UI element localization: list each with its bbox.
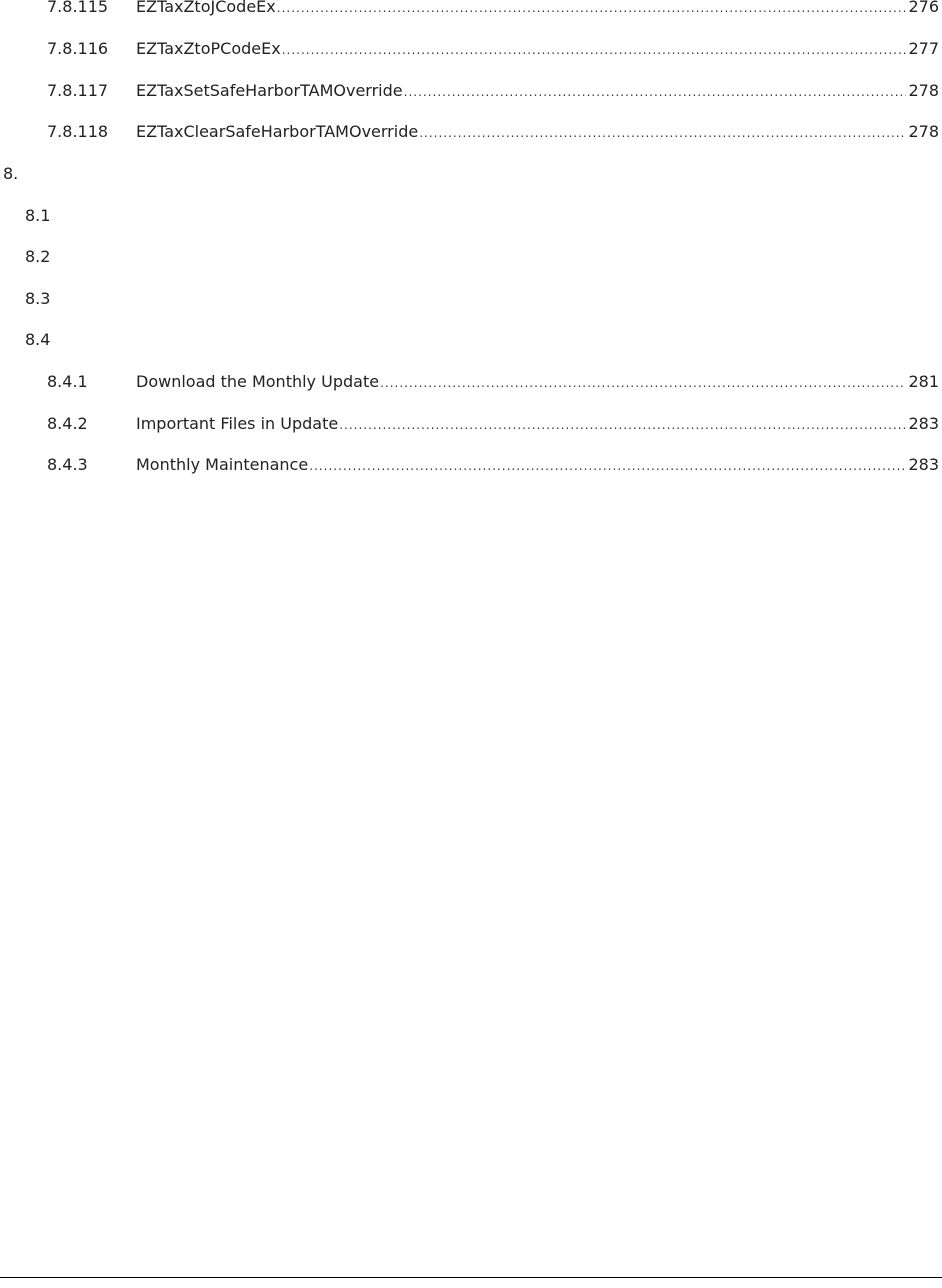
toc-section-8-2[interactable] — [0, 245, 939, 269]
toc-entry-number: 8.4.2 — [47, 414, 88, 433]
toc-section-number: 8.1 — [25, 206, 51, 225]
dot-leader — [339, 413, 906, 437]
dot-leader — [404, 80, 907, 104]
toc-entry-page: 277 — [908, 39, 939, 58]
toc-entry-number: 8.4.3 — [47, 455, 88, 474]
footer-rule — [0, 1277, 942, 1278]
toc-chapter-8[interactable] — [0, 162, 939, 186]
toc-section-8-1[interactable] — [0, 204, 939, 228]
toc-entry-title: Important Files in Update — [136, 414, 339, 433]
toc-entry-page: 283 — [908, 414, 939, 433]
toc-entry-title: Monthly Maintenance — [136, 455, 309, 474]
toc-entry-number: 7.8.115 — [47, 0, 109, 16]
toc-entry-7-8-117[interactable] — [0, 79, 939, 103]
toc-entry-page: 278 — [908, 122, 939, 141]
toc-entry-8-4-2[interactable] — [0, 412, 939, 436]
dot-leader — [282, 38, 907, 62]
toc-section-number: 8.4 — [25, 330, 51, 349]
toc-entry-7-8-118[interactable] — [0, 120, 939, 144]
toc-entry-title: EZTaxZtoJCodeEx — [136, 0, 276, 16]
toc-entry-title: EZTaxClearSafeHarborTAMOverride — [136, 122, 419, 141]
toc-entry-number: 7.8.116 — [47, 39, 109, 58]
toc-entry-page: 276 — [908, 0, 939, 16]
toc-entry-title: EZTaxSetSafeHarborTAMOverride — [136, 81, 403, 100]
toc-section-number: 8.2 — [25, 247, 51, 266]
toc-entry-number: 8.4.1 — [47, 372, 88, 391]
toc-entry-7-8-115[interactable] — [0, 0, 939, 19]
dot-leader — [277, 0, 907, 20]
toc-entry-title: EZTaxZtoPCodeEx — [136, 39, 281, 58]
toc-entry-number: 7.8.118 — [47, 122, 109, 141]
dot-leader — [380, 371, 906, 395]
dot-leader — [419, 121, 906, 145]
toc-entry-page: 278 — [908, 81, 939, 100]
toc-entry-page: 281 — [908, 372, 939, 391]
toc-entry-title: Download the Monthly Update — [136, 372, 380, 391]
toc-entry-8-4-1[interactable] — [0, 370, 939, 394]
toc-entry-8-4-3[interactable] — [0, 453, 939, 477]
toc-entry-7-8-116[interactable] — [0, 37, 939, 61]
toc-entry-number: 7.8.117 — [47, 81, 109, 100]
toc-section-number: 8.3 — [25, 289, 51, 308]
toc-chapter-number: 8. — [3, 164, 19, 183]
toc-section-8-3[interactable] — [0, 287, 939, 311]
toc-section-8-4[interactable] — [0, 328, 939, 352]
dot-leader — [309, 454, 906, 478]
toc-entry-page: 283 — [908, 455, 939, 474]
